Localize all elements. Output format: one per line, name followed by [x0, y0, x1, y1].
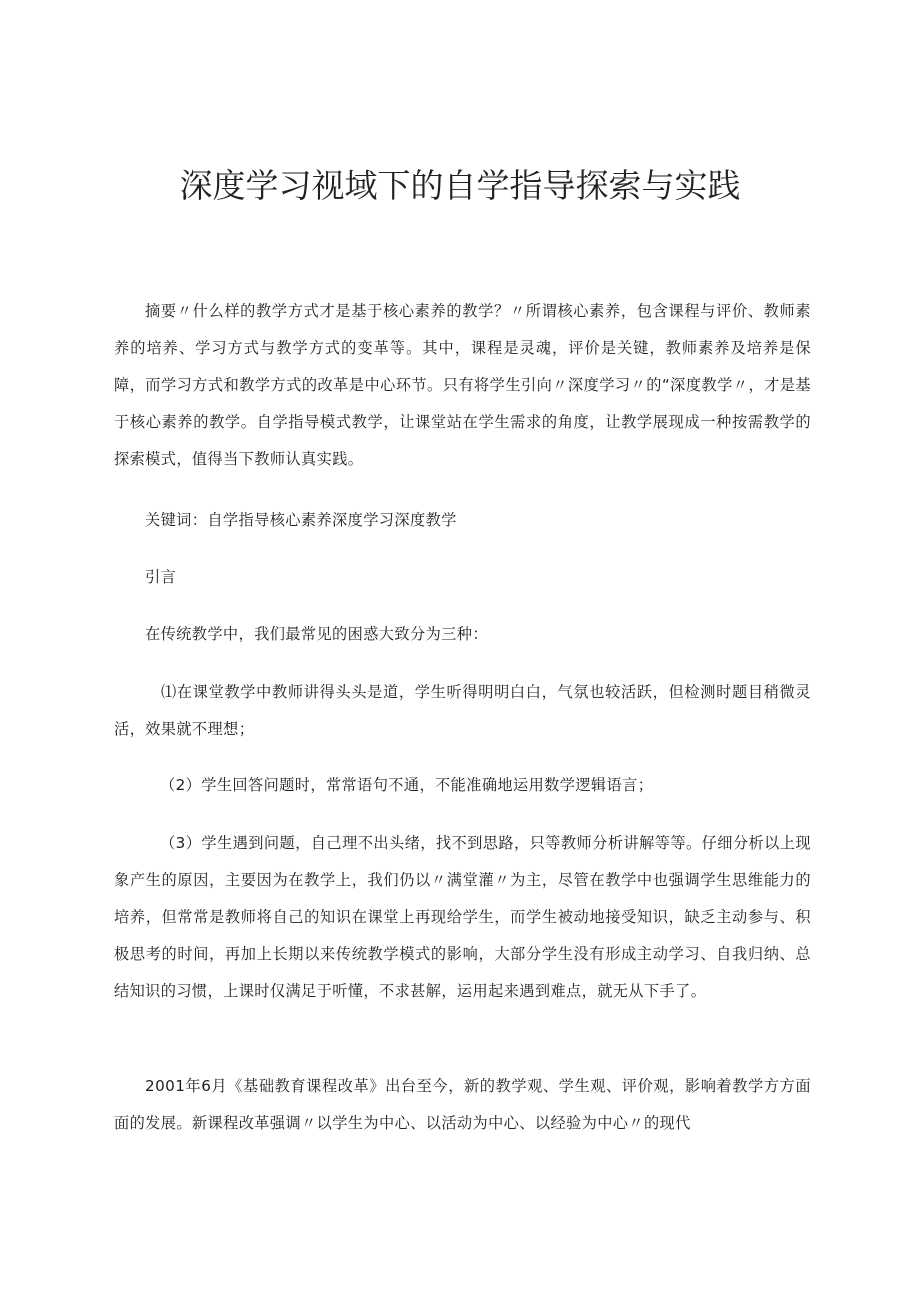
intro-lead-paragraph: 在传统教学中，我们最常见的困惑大致分为三种： — [145, 625, 488, 643]
keywords-paragraph: 关键词：自学指导核心素养深度学习深度教学 — [145, 511, 457, 529]
reform-paragraph: 2001年6月《基础教育课程改革》出台至今，新的教学观、学生观、评价观，影响着教学方方面面的发展。新课程改革强调〃以学生为中心、以活动为中心、以经验为中心〃的现代 — [114, 1077, 811, 1132]
abstract-paragraph: 摘要〃什么样的教学方式才是基于核心素养的教学？〃所谓核心素养，包含课程与评价、教师素养的培养、学习方式与教学方式的变革等。其中，课程是灵魂，评价是关键，教师素养及培养是保障，而学习方式和教学方式的改革是中心环节。只有将学生引向〃深度学习〃的“深度教学〃，才是基于核心素养的教学。自学指导模式教学，让课堂站在学生需求的角度，让教学展现成一种按需教学的探索模式，值得当下教师认真实践。 — [114, 302, 811, 468]
document-title: 深度学习视域下的自学指导探索与实践 — [179, 166, 741, 205]
list-item-3: （3）学生遇到问题，自己理不出头绪，找不到思路，只等教师分析讲解等等。仔细分析以上现象产生的原因，主要因为在教学上，我们仍以〃满堂灌〃为主，尽管在教学中也强调学生思维能力的培养，但常常是教师将自己的知识在课堂上再现给学生，而学生被动地接受知识，缺乏主动参与、积极思考的时间，再加上长期以来传统教学模式的影响，大部分学生没有形成主动学习、自我归纳、总结知识的习惯，上课时仅满足于听懂，不求甚解，运用起来遇到难点，就无从下手了。 — [114, 834, 811, 1000]
list-item-1: ⑴在课堂教学中教师讲得头头是道，学生听得明明白白，气氛也较活跃，但检测时题目稍微灵活，效果就不理想； — [114, 683, 811, 738]
section-heading-intro: 引言 — [145, 568, 177, 586]
list-item-2: （2）学生回答问题时，常常语句不通，不能准确地运用数学逻辑语言； — [160, 776, 654, 794]
